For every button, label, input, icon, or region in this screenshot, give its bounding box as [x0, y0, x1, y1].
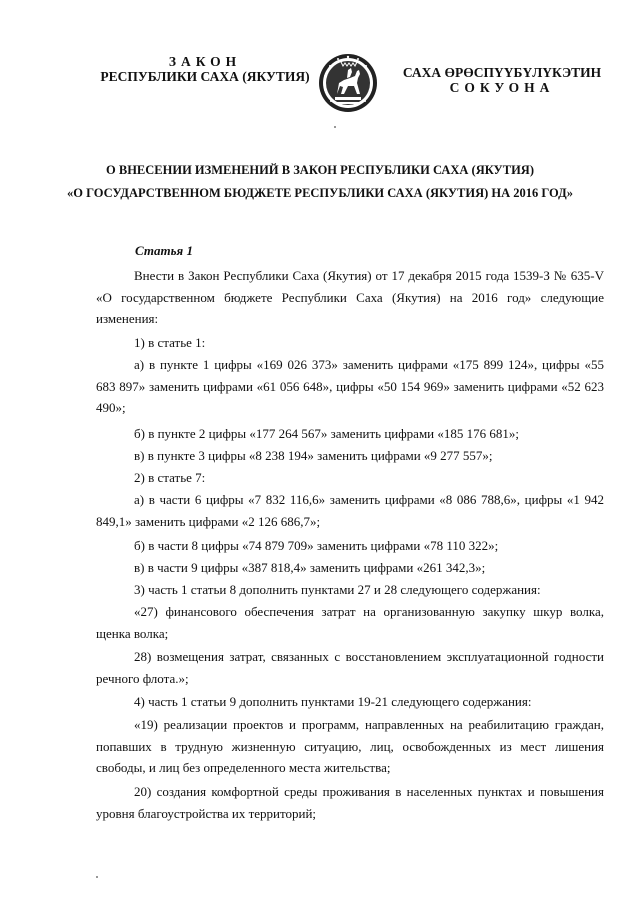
paragraph: а) в пункте 1 цифры «169 026 373» заменить цифрами «175 899 124», цифры «55 683 897» заменить цифрами «61 056 648», цифры «50 154 969» заменить цифрами «52 623 490»; — [96, 357, 604, 415]
paragraph: б) в части 8 цифры «74 879 709» заменить цифрами «78 110 322»; — [134, 538, 499, 553]
document-title-line2: «О ГОСУДАРСТВЕННОМ БЮДЖЕТЕ РЕСПУБЛИКИ САХА (ЯКУТИЯ) НА 2016 ГОД» — [67, 186, 573, 200]
scan-dot — [334, 126, 336, 128]
paragraph: в) в пункте 3 цифры «8 238 194» заменить цифрами «9 277 557»; — [134, 448, 493, 463]
header-right-line1: САХА ӨРӨСПYYБYЛYКЭТИН — [402, 65, 602, 80]
header-right-line2: СОКУОНА — [449, 80, 555, 95]
article-heading: Статья 1 — [135, 243, 193, 258]
scan-dot — [96, 876, 98, 878]
header-left-line1: ЗАКОН — [168, 54, 242, 69]
paragraph: 28) возмещения затрат, связанных с восстановлением эксплуатационной годности речного флота.»; — [96, 649, 604, 686]
paragraph: 1) в статье 1: — [134, 335, 206, 350]
paragraph: 3) часть 1 статьи 8 дополнить пунктами 27 и 28 следующего содержания: — [134, 582, 541, 597]
paragraph: а) в части 6 цифры «7 832 116,6» заменить цифрами «8 086 788,6», цифры «1 942 849,1» заменить цифрами «2 126 686,7»; — [96, 492, 604, 529]
republic-emblem-icon — [317, 50, 379, 116]
paragraph: б) в пункте 2 цифры «177 264 567» заменить цифрами «185 176 681»; — [134, 426, 519, 441]
paragraph: в) в части 9 цифры «387 818,4» заменить цифрами «261 342,3»; — [134, 560, 486, 575]
paragraph: 2) в статье 7: — [134, 470, 206, 485]
header-left — [96, 54, 314, 84]
paragraph: Внести в Закон Республики Саха (Якутия) от 17 декабря 2015 года 1539-З № 635-V «О государственном бюджете Республики Саха (Якутия) на 2016 год» следующие изменения: — [96, 268, 604, 326]
header-right — [386, 65, 618, 95]
paragraph: «27) финансового обеспечения затрат на организованную закупку шкур волка, щенка волка; — [96, 604, 604, 641]
document-title-line1: О ВНЕСЕНИИ ИЗМЕНЕНИЙ В ЗАКОН РЕСПУБЛИКИ САХА (ЯКУТИЯ) — [106, 163, 534, 177]
paragraph: «19) реализации проектов и программ, направленных на реабилитацию граждан, попавших в трудную жизненную ситуацию, лиц, освобожденных из мест лишения свободы, и лиц без определенного места жительства; — [96, 717, 604, 775]
paragraph: 4) часть 1 статьи 9 дополнить пунктами 19-21 следующего содержания: — [134, 694, 532, 709]
paragraph: 20) создания комфортной среды проживания в населенных пунктах и повышения уровня благоустройства их территорий; — [96, 784, 604, 821]
header-left-line2: РЕСПУБЛИКИ САХА (ЯКУТИЯ) — [100, 69, 310, 84]
